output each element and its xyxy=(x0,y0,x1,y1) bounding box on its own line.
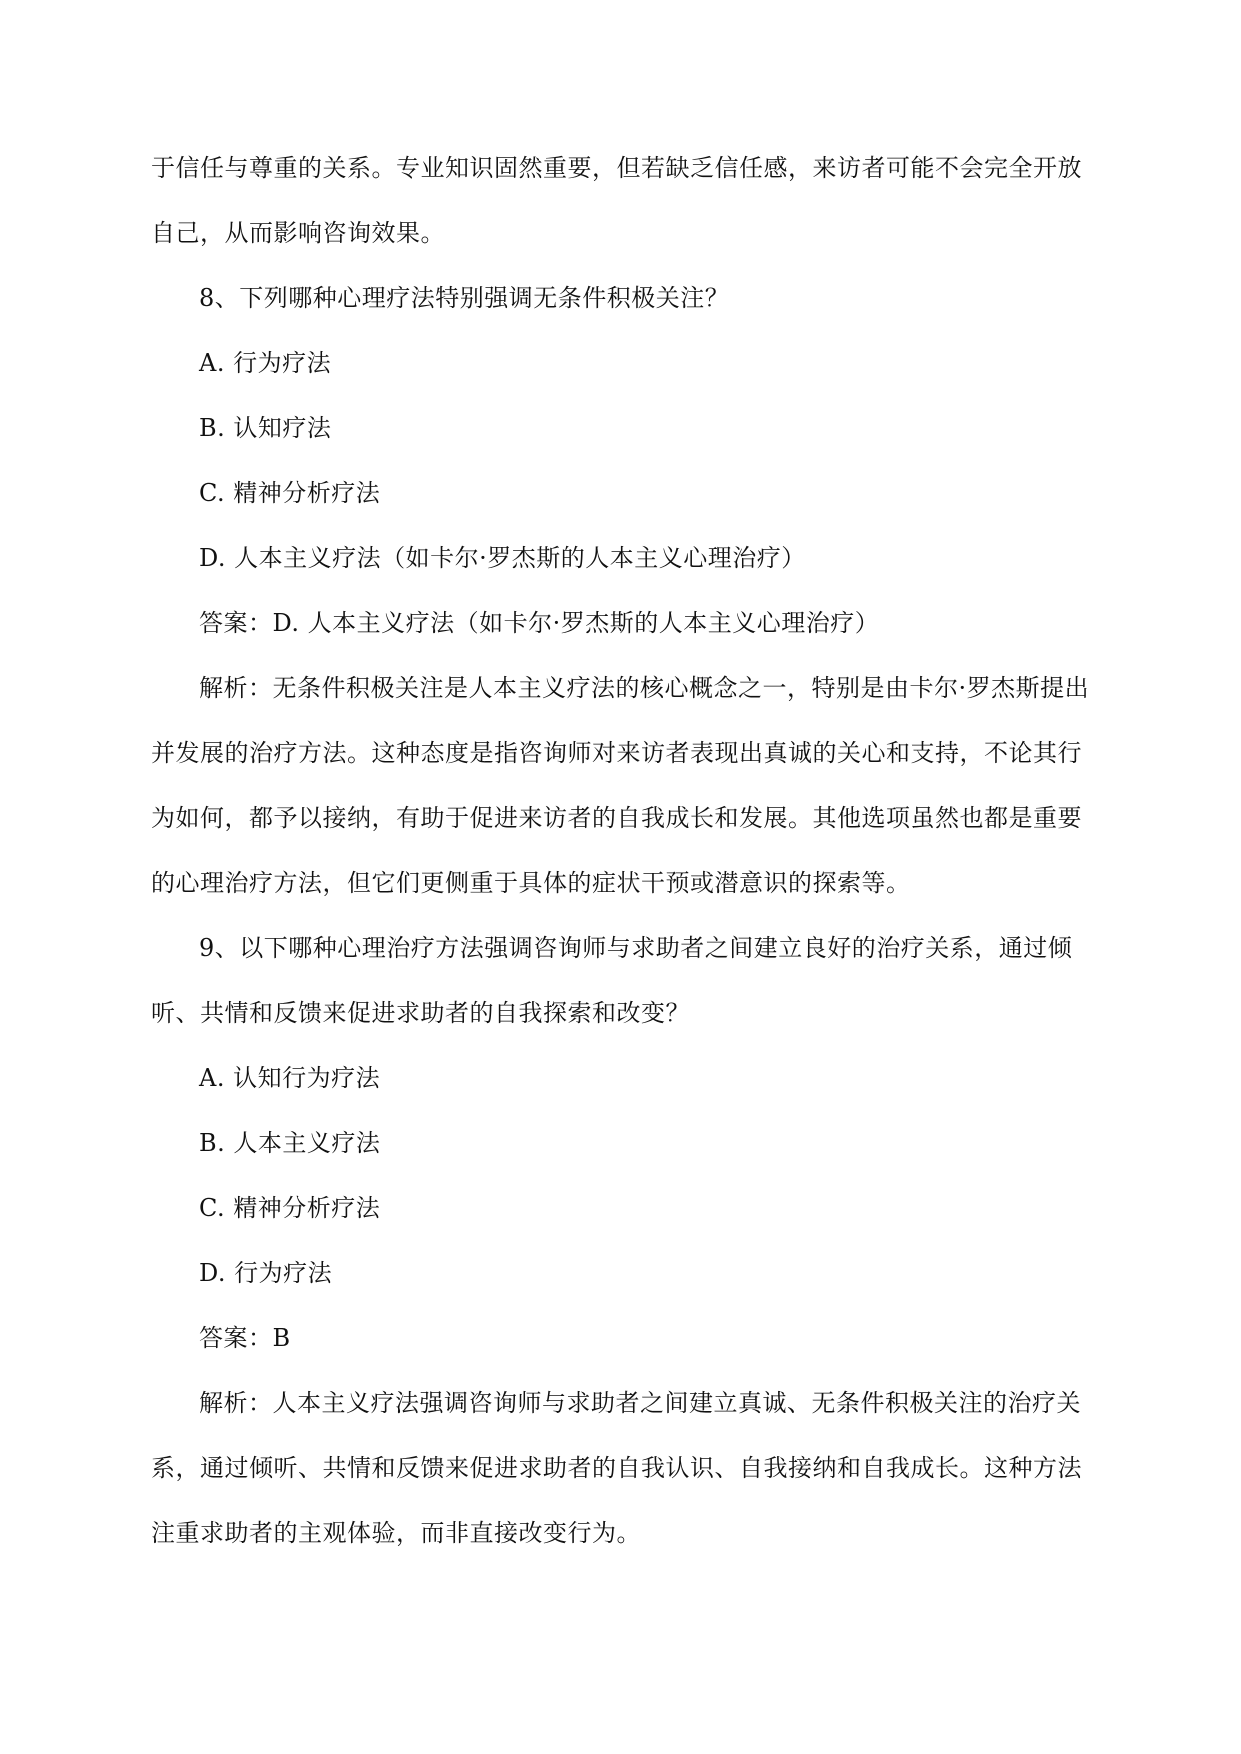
question-9: 9、以下哪种心理治疗方法强调咨询师与求助者之间建立良好的治疗关系，通过倾听、共情和反馈来促进求助者的自我探索和改变？ xyxy=(151,934,1073,1027)
q8-option-c: C. 精神分析疗法 xyxy=(199,479,381,507)
q9-option-c: C. 精神分析疗法 xyxy=(199,1194,381,1222)
q9-option-b: B. 人本主义疗法 xyxy=(199,1129,381,1157)
q8-option-a: A. 行为疗法 xyxy=(199,349,332,377)
q9-answer: 答案：B xyxy=(199,1324,291,1352)
q8-option-d: D. 人本主义疗法（如卡尔·罗杰斯的人本主义心理治疗） xyxy=(199,544,806,572)
q9-option-a: A. 认知行为疗法 xyxy=(199,1064,381,1092)
q8-answer: 答案：D. 人本主义疗法（如卡尔·罗杰斯的人本主义心理治疗） xyxy=(199,609,880,637)
q9-option-d: D. 行为疗法 xyxy=(199,1259,333,1287)
question-8: 8、下列哪种心理疗法特别强调无条件积极关注？ xyxy=(199,284,730,312)
q8-analysis: 解析：无条件积极关注是人本主义疗法的核心概念之一，特别是由卡尔·罗杰斯提出并发展的治疗方法。这种态度是指咨询师对来访者表现出真诚的关心和支持，不论其行为如何，都予以接纳，有助于促进来访者的自我成长和发展。其他选项虽然也都是重要的心理治疗方法，但它们更侧重于具体的症状干预或潜意识的探索等。 xyxy=(151,674,1090,897)
continuation-paragraph: 于信任与尊重的关系。专业知识固然重要，但若缺乏信任感，来访者可能不会完全开放自己，从而影响咨询效果。 xyxy=(151,154,1082,247)
q9-analysis: 解析：人本主义疗法强调咨询师与求助者之间建立真诚、无条件积极关注的治疗关系，通过倾听、共情和反馈来促进求助者的自我认识、自我接纳和自我成长。这种方法注重求助者的主观体验，而非直接改变行为。 xyxy=(151,1389,1082,1547)
document-body xyxy=(151,136,1091,1566)
q8-option-b: B. 认知疗法 xyxy=(199,414,332,442)
